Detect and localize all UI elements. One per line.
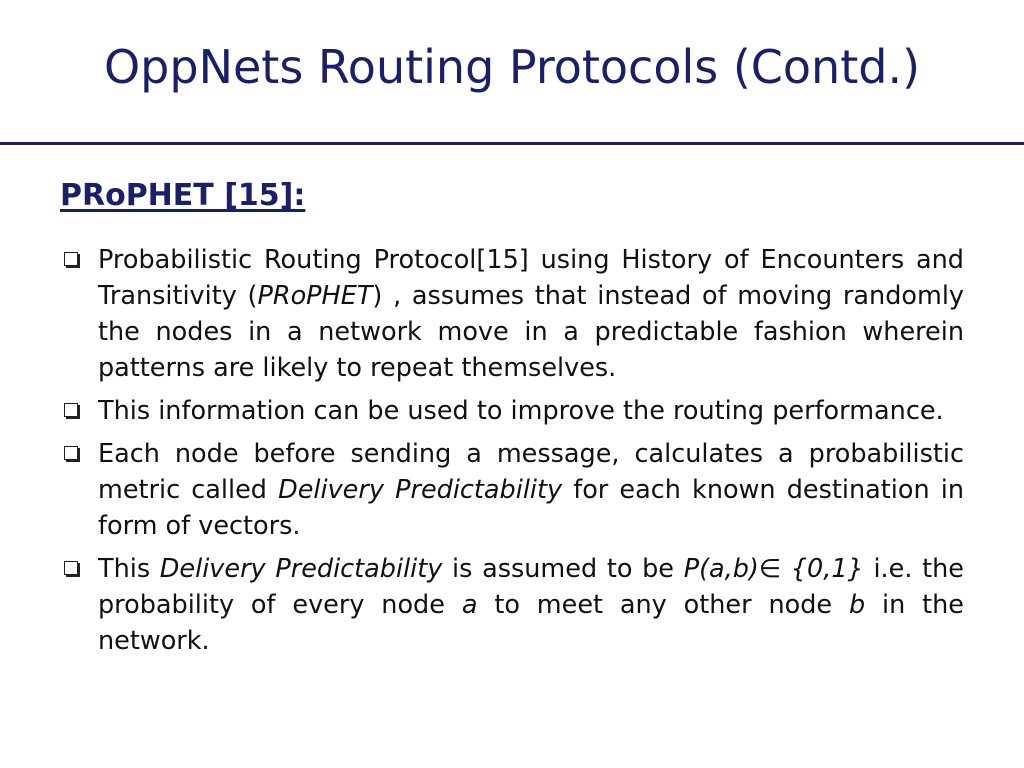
checkbox-square-icon [64, 561, 78, 575]
text-run-italic: Delivery Predictability [159, 554, 443, 584]
text-run: This [98, 554, 160, 584]
text-run: for each known destination in form of vectors. [98, 475, 964, 541]
text-run: Each node before sending a message, calculates a probabilistic metric called [98, 439, 964, 505]
bullet-item [64, 242, 964, 386]
text-run-italic: P(a,b)∈ {0,1} [683, 554, 864, 584]
text-run-italic: PRoPHET [257, 281, 373, 311]
bullet-item [64, 551, 964, 659]
text-run: is assumed to be [442, 554, 684, 584]
checkbox-square-icon [64, 446, 78, 460]
section-heading: PRoPHET [15]: [60, 178, 306, 213]
text-run: ) , assumes that instead of moving randomly the nodes in a network move in a predictable fashion wherein patterns are likely to repeat themselves. [98, 281, 965, 383]
title-divider [0, 142, 1024, 145]
checkbox-square-icon [64, 252, 78, 266]
text-run-italic: b [848, 590, 866, 620]
bullet-list [64, 242, 964, 666]
bullet-text [98, 436, 964, 544]
text-run: This information can be used to improve the routing performance. [98, 396, 944, 426]
bullet-text [98, 242, 964, 386]
bullet-item [64, 393, 964, 429]
text-run: Probabilistic Routing Protocol[15] using History of Encounters and Transitivity ( [98, 245, 964, 311]
text-run: to meet any other node [477, 590, 849, 620]
text-run-italic: Delivery Predictability [278, 475, 563, 505]
checkbox-square-icon [64, 403, 78, 417]
slide-title: OppNets Routing Protocols (Contd.) [103, 40, 921, 94]
text-run-italic: a [461, 590, 478, 620]
text-run: in the network. [98, 590, 964, 656]
text-run: i.e. the probability of every node [98, 554, 964, 620]
bullet-text [98, 393, 964, 429]
bullet-item [64, 436, 964, 544]
bullet-text [98, 551, 964, 659]
